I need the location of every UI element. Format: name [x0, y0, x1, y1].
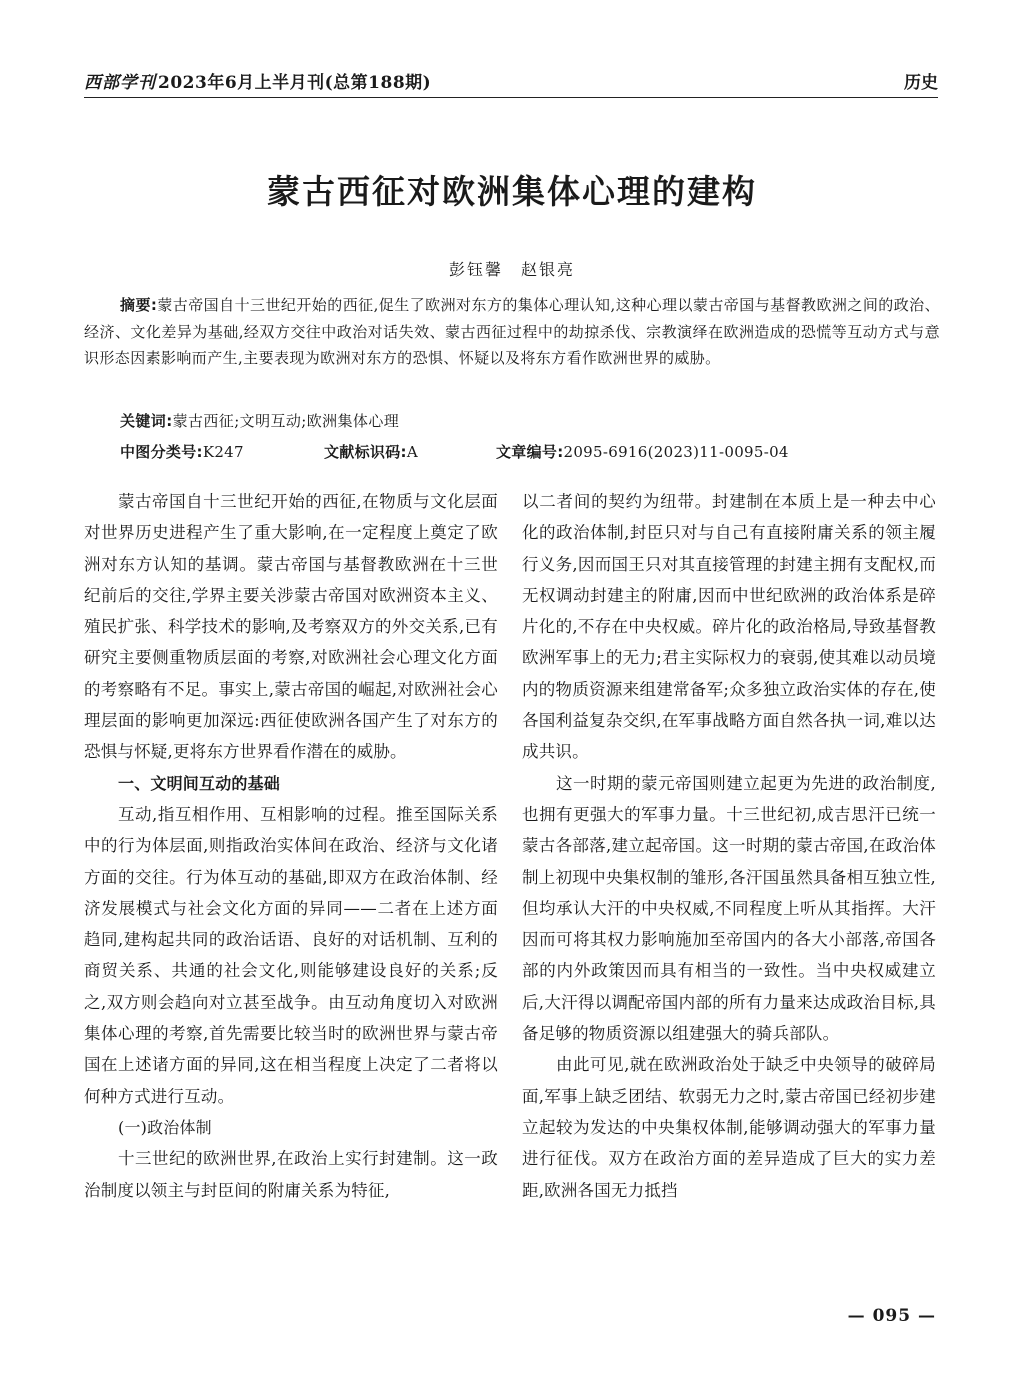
section-label: 历史	[904, 73, 938, 93]
clc-label: 中图分类号:	[120, 443, 203, 461]
paragraph: 由此可见,就在欧洲政治处于缺乏中央领导的破碎局面,军事上缺乏团结、软弱无力之时,蒙古帝国已经初步建立起较为发达的中央集权体制,能够调动强大的军事力量进行征伐。双方在政治方面的差异造成了巨大的实力差距,欧洲各国无力抵挡	[522, 1055, 936, 1200]
left-column	[84, 486, 498, 1206]
paragraph: 蒙古帝国自十三世纪开始的西征,在物质与文化层面对世界历史进程产生了重大影响,在一定程度上奠定了欧洲对东方认知的基调。蒙古帝国与基督教欧洲在十三世纪前后的交往,学界主要关涉蒙古帝国对欧洲资本主义、殖民扩张、科学技术的影响,及考察双方的外交关系,已有研究主要侧重物质层面的考察,对欧洲社会心理文化方面的考察略有不足。事实上,蒙古帝国的崛起,对欧洲社会心理层面的影响更加深远:西征使欧洲各国产生了对东方的恐惧与怀疑,更将东方世界看作潜在的威胁。	[84, 492, 498, 762]
article-authors: 彭钰馨 赵银亮	[448, 260, 575, 279]
subsection-heading: (一)政治体制	[118, 1117, 212, 1137]
abstract-label: 摘要:	[120, 296, 158, 314]
article-title: 蒙古西征对欧洲集体心理的建构	[267, 172, 757, 211]
journal-logo: 西部学刊	[84, 73, 156, 93]
keywords	[120, 410, 399, 431]
keywords-label: 关键词:	[120, 412, 173, 430]
paragraph: 互动,指互相作用、互相影响的过程。推至国际关系中的行为体层面,则指政治实体间在政治、经济与文化诸方面的交往。行为体互动的基础,即双方在政治体制、经济发展模式与社会文化方面的异同——二者在上述方面趋同,建构起共同的政治话语、良好的对话机制、互利的商贸关系、共通的社会文化,则能够建设良好的关系;反之,双方则会趋向对立甚至战争。由互动角度切入对欧洲集体心理的考察,首先需要比较当时的欧洲世界与蒙古帝国在上述诸方面的异同,这在相当程度上决定了二者将以何种方式进行互动。	[84, 804, 498, 1106]
running-header	[84, 68, 938, 98]
doc-code-value: A	[406, 443, 418, 461]
clc-number	[120, 441, 244, 462]
section-heading: 一、文明间互动的基础	[118, 773, 281, 793]
abstract-text: 蒙古帝国自十三世纪开始的西征,促生了欧洲对东方的集体心理认知,这种心理以蒙古帝国与基督教欧洲之间的政治、经济、文化差异为基础,经双方交往中政治对话失效、蒙古西征过程中的劫掠杀伐、宗教演绎在欧洲造成的恐慌等互动方式与意识形态因素影响而产生,主要表现为欧洲对东方的恐惧、怀疑以及将东方看作欧洲世界的威胁。	[84, 296, 941, 367]
paragraph: 十三世纪的欧洲世界,在政治上实行封建制。这一政治制度以领主与封臣间的附庸关系为特征,	[84, 1149, 498, 1200]
article-number	[496, 441, 789, 462]
keywords-text: 蒙古西征;文明互动;欧洲集体心理	[172, 412, 400, 430]
journal-info	[84, 68, 431, 93]
page-number: — 095 —	[847, 1306, 936, 1326]
article-no-label: 文章编号:	[496, 443, 564, 461]
clc-value: K247	[202, 443, 244, 461]
article-no-value: 2095-6916(2023)11-0095-04	[563, 443, 789, 461]
document-code	[324, 441, 418, 462]
doc-code-label: 文献标识码:	[324, 443, 407, 461]
paragraph: 以二者间的契约为纽带。封建制在本质上是一种去中心化的政治体制,封臣只对与自己有直接附庸关系的领主履行义务,因而国王只对其直接管理的封建主拥有支配权,而无权调动封建主的附庸,因而中世纪欧洲的政治体系是碎片化的,不存在中央权威。碎片化的政治格局,导致基督教欧洲军事上的无力;君主实际权力的衰弱,使其难以动员境内的物质资源来组建常备军;众多独立政治实体的存在,使各国利益复杂交织,在军事战略方面自然各执一词,难以达成共识。	[522, 492, 936, 762]
abstract	[84, 292, 940, 372]
paragraph: 这一时期的蒙元帝国则建立起更为先进的政治制度,也拥有更强大的军事力量。十三世纪初,成吉思汗已统一蒙古各部落,建立起帝国。这一时期的蒙古帝国,在政治体制上初现中央集权制的雏形,各汗国虽然具备相互独立性,但均承认大汗的中央权威,不同程度上听从其指挥。大汗因而可将其权力影响施加至帝国内的各大小部落,帝国各部的内外政策因而具有相当的一致性。当中央权威建立后,大汗得以调配帝国内部的所有力量来达成政治目标,具备足够的物质资源以组建强大的骑兵部队。	[522, 773, 936, 1044]
right-column	[522, 486, 936, 1206]
issue-info: 2023年6月上半月刊(总第188期)	[158, 73, 432, 93]
